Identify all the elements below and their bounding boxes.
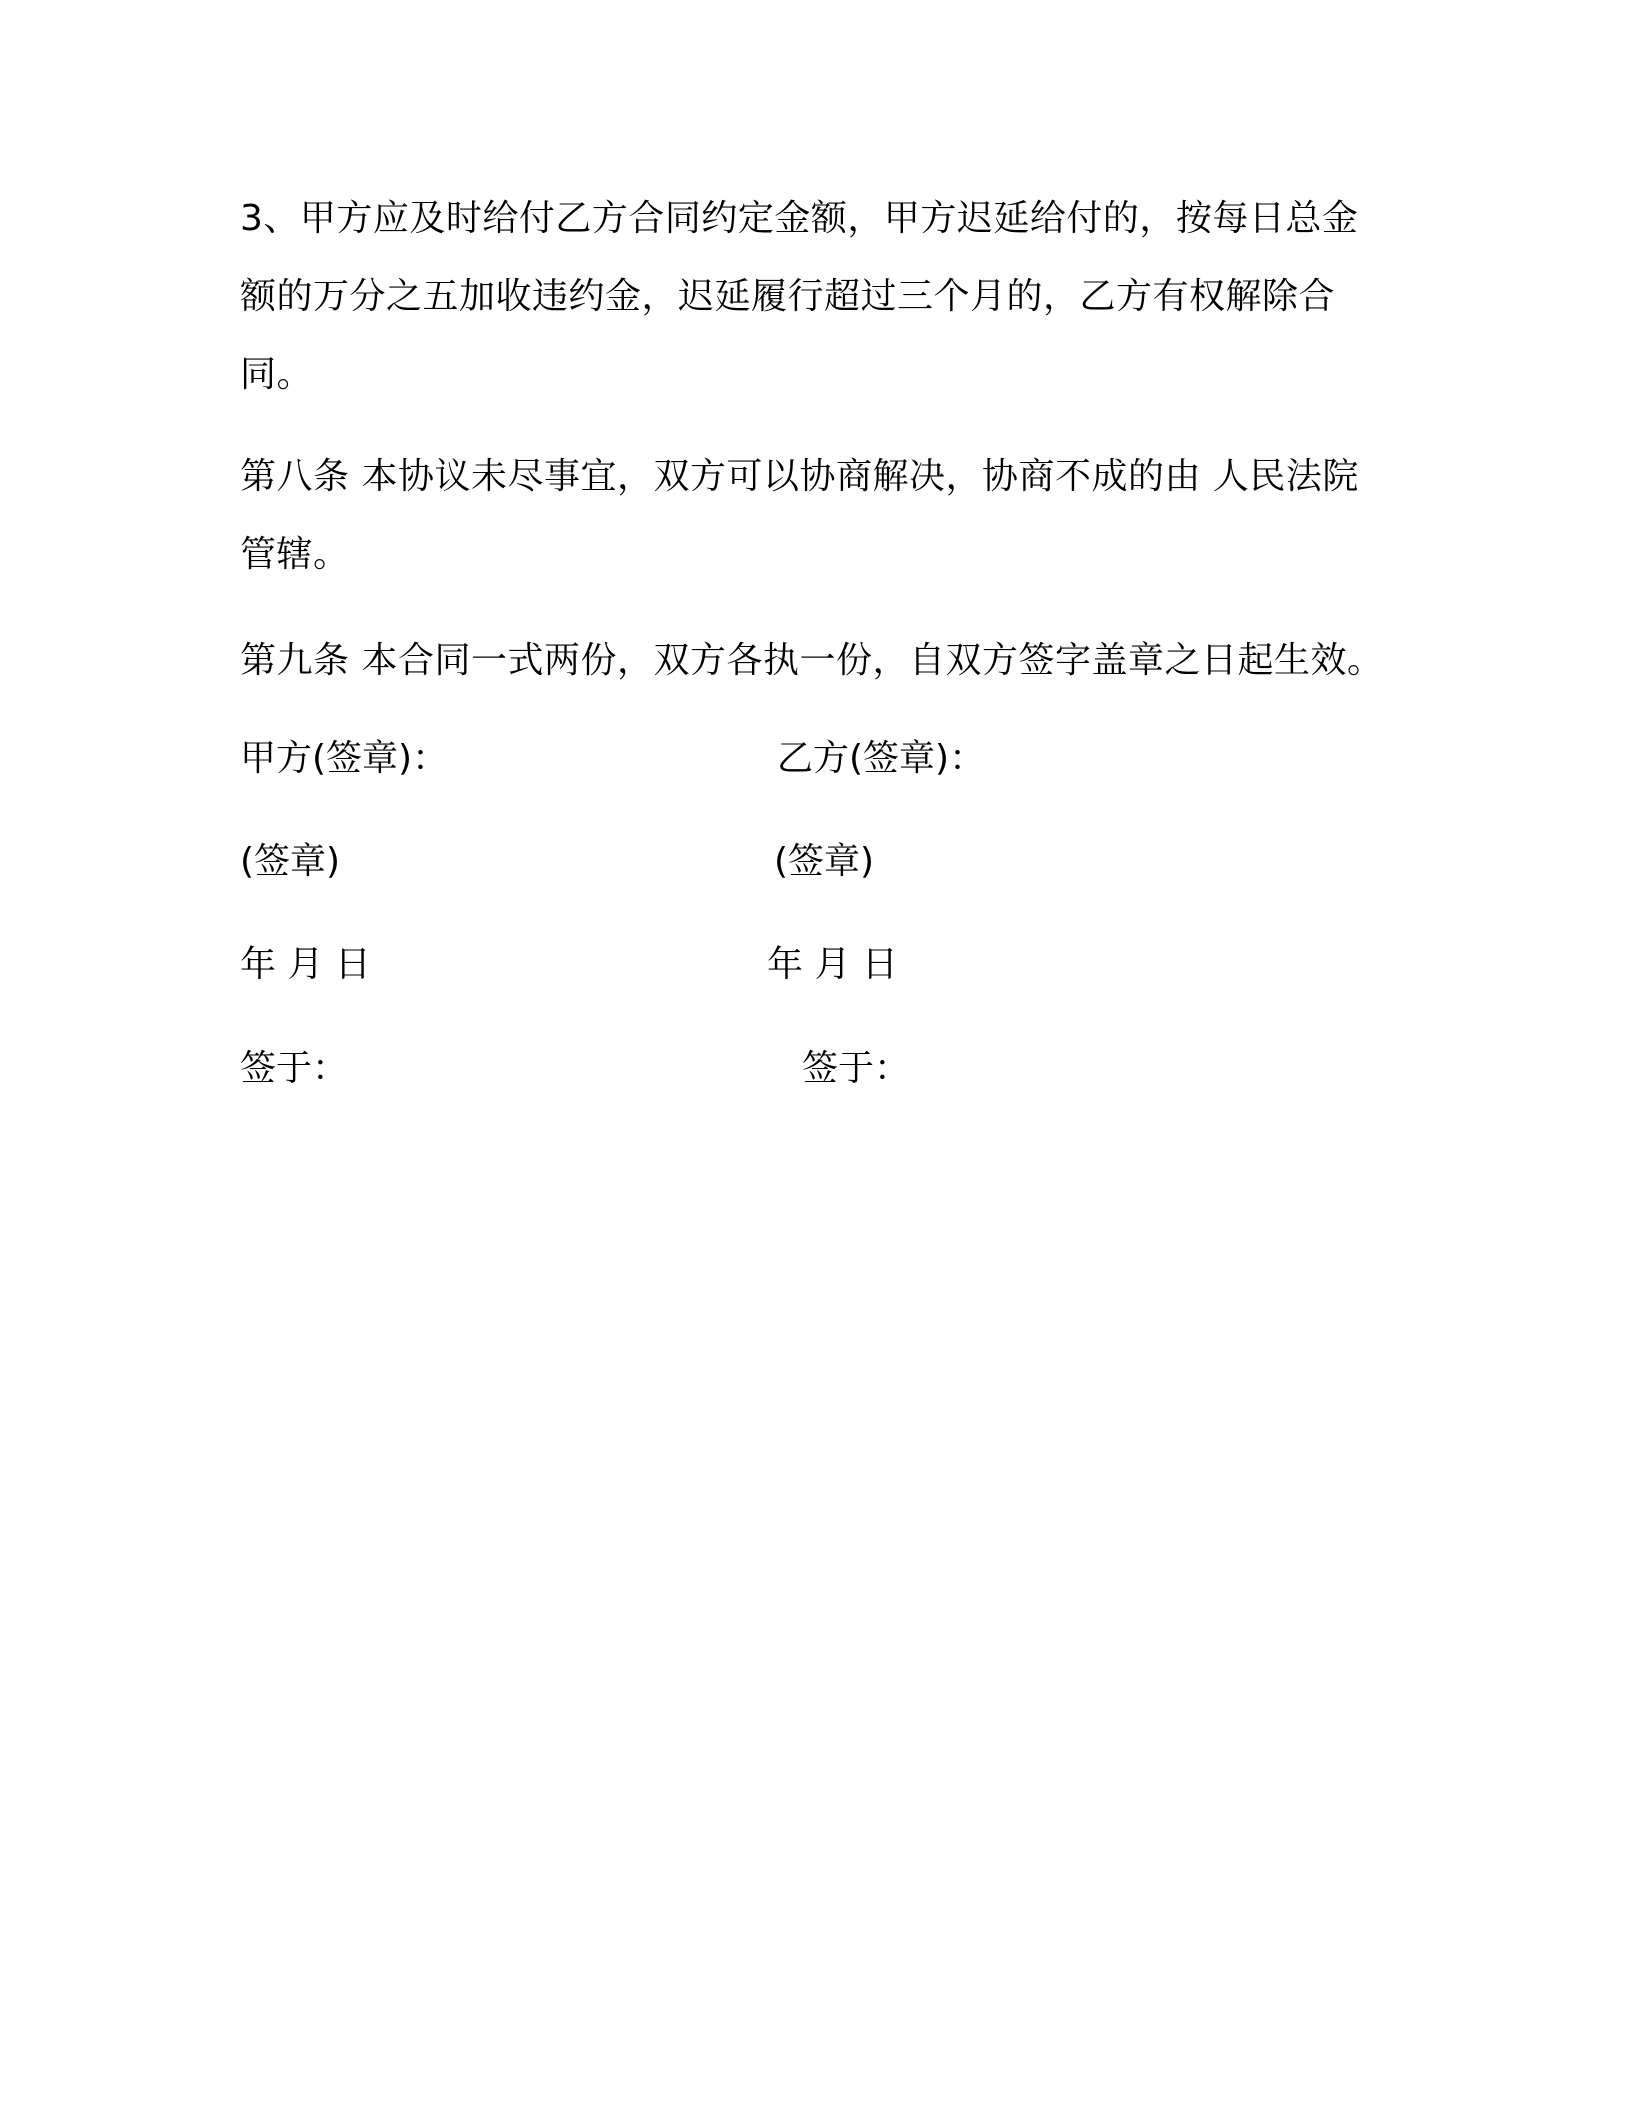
party-b-seal: (签章) [774,841,875,882]
clause-8-text: 第八条 本协议未尽事宜，双方可以协商解决，协商不成的由 人民法院管辖。 [240,456,1359,575]
party-a-date: 年 月 日 [240,944,371,985]
party-b-signed-at: 签于： [802,1048,911,1089]
party-b-label: 乙方(签章)： [777,738,986,779]
clause-3-text: 3、甲方应及时给付乙方合同约定金额，甲方迟延给付的，按每日总金额的万分之五加收违约金，迟延履行超过三个月的，乙方有权解除合同。 [240,198,1359,395]
party-a-label: 甲方(签章)： [240,738,449,779]
party-a-seal: (签章) [240,841,341,882]
clause-9-text: 第九条 本合同一式两份，双方各执一份，自双方签字盖章之日起生效。 [240,640,1384,681]
party-a-signed-at: 签于： [240,1048,349,1089]
party-b-date: 年 月 日 [767,944,898,985]
